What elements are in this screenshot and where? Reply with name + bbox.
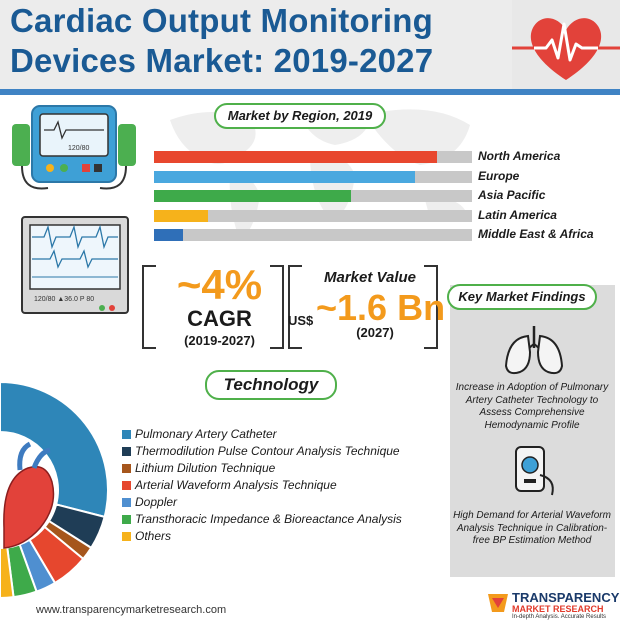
legend-swatch (122, 515, 131, 524)
heartbeat-icon (512, 0, 620, 89)
legend-label: Thermodilution Pulse Contour Analysis Technique (135, 444, 400, 458)
cagr-bracket-left (142, 265, 156, 349)
cardiac-monitor-device-icon (8, 100, 140, 198)
market-value: ~1.6 Bn (316, 287, 446, 328)
region-bar (154, 171, 415, 183)
cagr-value: ~4% (176, 261, 263, 308)
legend-swatch (122, 464, 131, 473)
market-value-currency: US$ (288, 313, 314, 328)
region-bar-track (154, 210, 472, 222)
brand-subtitle: MARKET RESEARCH (512, 604, 604, 614)
technology-heading: Technology (205, 370, 337, 400)
legend-swatch (122, 498, 131, 507)
legend-label: Pulmonary Artery Catheter (135, 427, 277, 441)
legend-label: Transthoracic Impedance & Bioreactance Analysis (135, 512, 402, 526)
market-value-year: (2027) (356, 325, 394, 340)
page-title-line-2: Devices Market: 2019-2027 (10, 42, 434, 79)
legend-swatch (122, 532, 131, 541)
region-bar-label: Middle East & Africa (478, 227, 594, 241)
region-bar-track (154, 229, 472, 241)
region-bar (154, 210, 208, 222)
region-bar-label: North America (478, 149, 561, 163)
legend-swatch (122, 481, 131, 490)
footer-url[interactable]: www.transparencymarketresearch.com (36, 604, 227, 616)
region-bar-track (154, 171, 472, 183)
legend-label: Doppler (135, 495, 178, 509)
legend-swatch (122, 430, 131, 439)
region-bar (154, 229, 183, 241)
brand-tagline: In-depth Analysis. Accurate Results (512, 614, 607, 620)
region-bar-label: Latin America (478, 207, 557, 222)
legend-swatch (122, 447, 131, 456)
cagr-label: CAGR (187, 306, 252, 331)
region-bar-label: Asia Pacific (478, 188, 546, 202)
page-title-line-1: Cardiac Output Monitoring (10, 2, 433, 39)
svg-text:120/80: 120/80 (68, 145, 90, 152)
header (0, 0, 620, 95)
brand-logo-icon (486, 590, 510, 616)
region-bar (154, 151, 437, 163)
finding-text-1: Increase in Adoption of Pulmonary Artery Catheter Technology to Assess Comprehensive Hemodynamic Profile (455, 382, 609, 431)
header-accent-bar (0, 89, 620, 95)
technology-pie-chart (0, 378, 112, 602)
heart-panel (512, 0, 620, 89)
lungs-icon (502, 322, 566, 378)
cagr-years: (2019-2027) (184, 333, 255, 348)
region-bar-label: Europe (478, 168, 520, 183)
brand-name: TRANSPARENCY (512, 590, 620, 605)
svg-text:120/80 ▲36.0 P 80: 120/80 ▲36.0 P 80 (34, 296, 95, 303)
market-value-title: Market Value (324, 269, 416, 286)
region-heading: Market by Region, 2019 (214, 103, 386, 129)
wearable-monitor-icon (510, 445, 558, 497)
region-bar-track (154, 151, 472, 163)
patient-monitor-screen-icon (20, 215, 130, 320)
legend-label: Lithium Dilution Technique (135, 461, 276, 475)
legend-label: Others (135, 529, 172, 543)
region-bar (154, 190, 351, 202)
legend-label: Arterial Waveform Analysis Technique (135, 478, 337, 492)
key-findings-heading: Key Market Findings (447, 284, 597, 310)
finding-text-2: High Demand for Arterial Waveform Analysis Technique in Calibration-free BP Estimation Method (453, 510, 611, 546)
region-bar-track (154, 190, 472, 202)
